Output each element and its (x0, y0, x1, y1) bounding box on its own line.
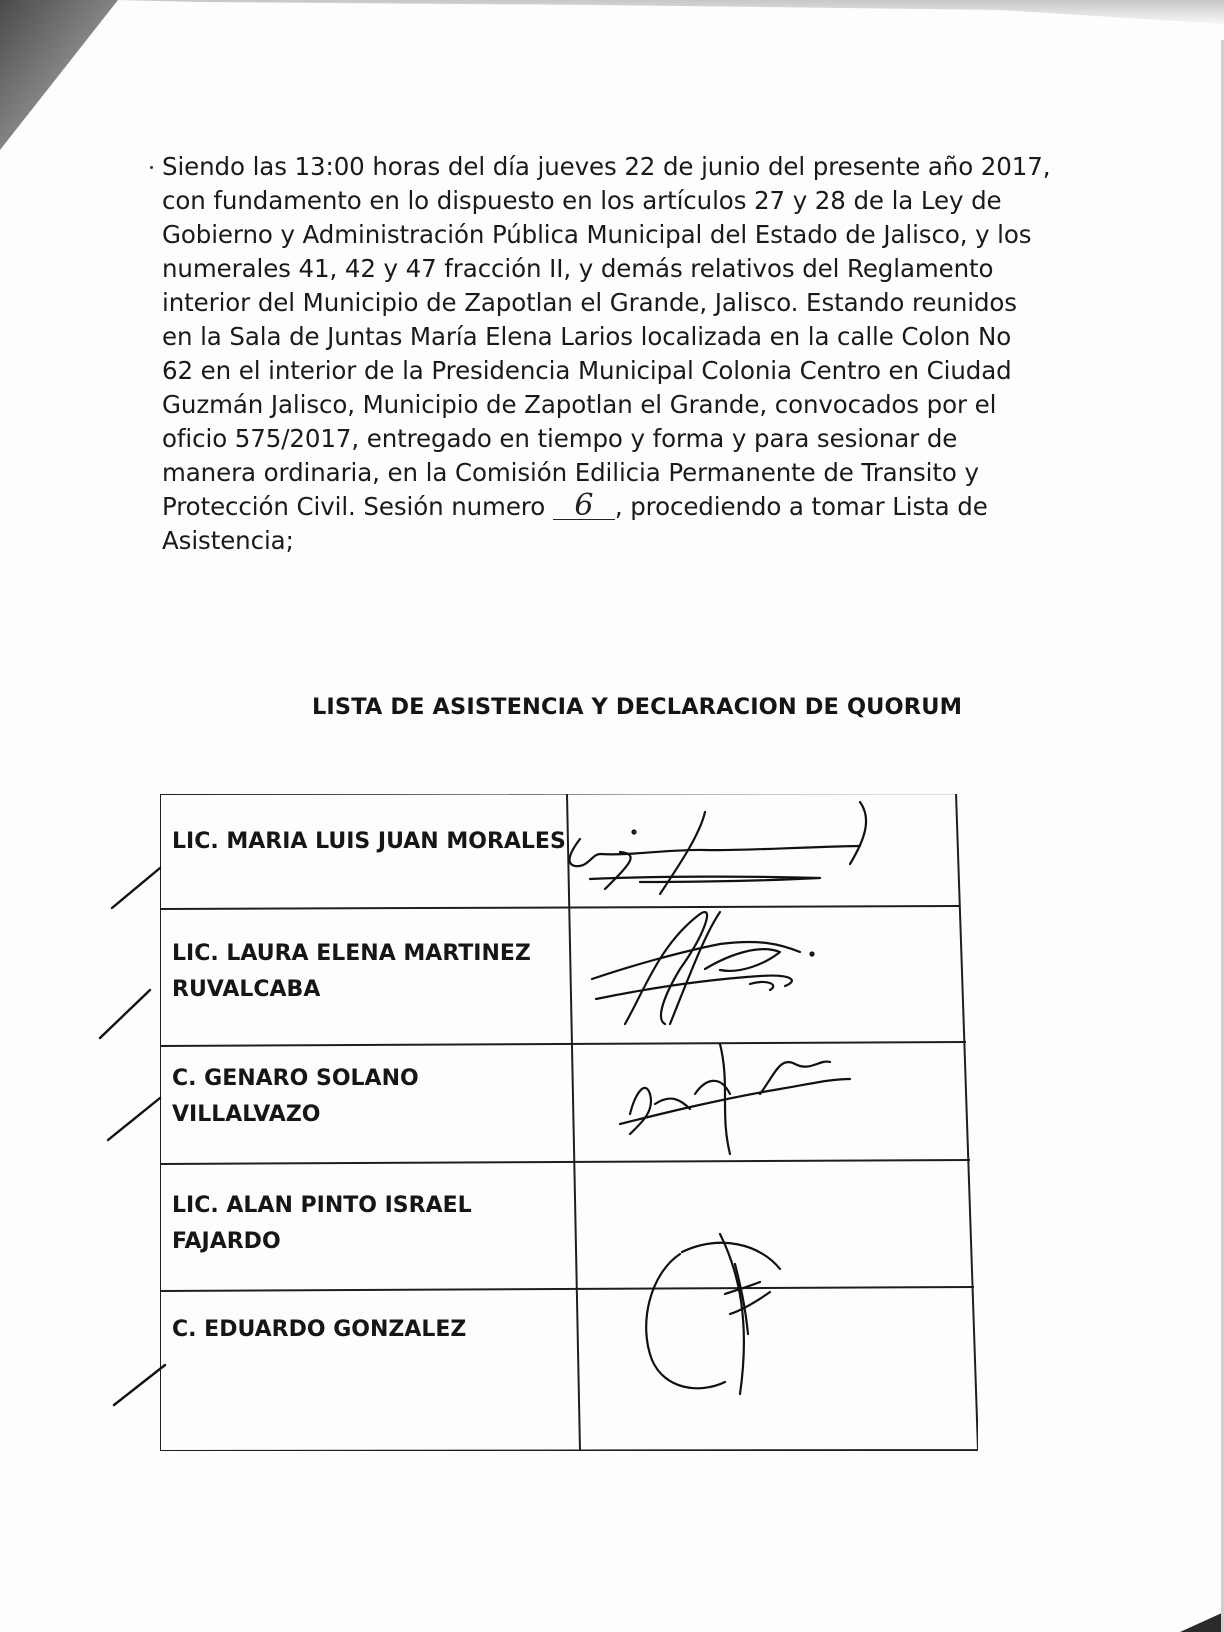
paragraph-line: Siendo las 13:00 horas del día jueves 22 de junio del presente año 2017, (162, 152, 1051, 181)
session-text-after: , procediendo a tomar Lista de (614, 492, 988, 521)
paragraph-line: interior del Municipio de Zapotlan el Grande, Jalisco. Estando reunidos (162, 288, 1017, 317)
paragraph-line: con fundamento en lo dispuesto en los artículos 27 y 28 de la Ley de (162, 186, 1002, 215)
member-name-line: VILLALVAZO (172, 1102, 321, 1127)
signature-3 (620, 1044, 850, 1154)
paragraph-line-session (162, 490, 1022, 524)
paragraph-line: numerales 41, 42 y 47 fracción II, y demás relativos del Reglamento (162, 254, 994, 283)
attendance-heading: LISTA DE ASISTENCIA Y DECLARACION DE QUORUM (312, 694, 963, 720)
member-name-line: RUVALCABA (172, 977, 321, 1002)
paragraph-line: oficio 575/2017, entregado en tiempo y forma y para sesionar de (162, 424, 958, 453)
check-mark (114, 1365, 165, 1405)
check-mark (100, 990, 150, 1038)
bullet-dot (150, 166, 153, 169)
signature-5 (646, 1234, 780, 1394)
paragraph-line: Asistencia; (162, 526, 294, 555)
attendance-table (160, 794, 978, 1451)
member-name-line: FAJARDO (172, 1229, 281, 1254)
paragraph-line: Gobierno y Administración Pública Municipal del Estado de Jalisco, y los (162, 220, 1032, 249)
session-number-handwritten: 6 (553, 493, 615, 520)
member-name-line: LIC. MARIA LUIS JUAN MORALES (172, 829, 566, 854)
paragraph-line: manera ordinaria, en la Comisión Edilicia Permanente de Transito y (162, 458, 979, 487)
member-name-line: LIC. ALAN PINTO ISRAEL (172, 1193, 472, 1218)
session-text-before: Protección Civil. Sesión numero (162, 492, 553, 521)
paragraph-line: en la Sala de Juntas María Elena Larios localizada en la calle Colon No (162, 322, 1012, 351)
member-name-line: C. EDUARDO GONZALEZ (172, 1317, 467, 1342)
signatures-layer (160, 794, 978, 1451)
paragraph-line: 62 en el interior de la Presidencia Municipal Colonia Centro en Ciudad (162, 356, 1012, 385)
check-mark (112, 868, 160, 908)
minutes-paragraph (162, 150, 1051, 558)
paragraph-line: Guzmán Jalisco, Municipio de Zapotlan el Grande, convocados por el (162, 390, 997, 419)
signature-2 (592, 912, 814, 1024)
member-name-line: LIC. LAURA ELENA MARTINEZ (172, 941, 531, 966)
signature-1 (570, 802, 867, 894)
check-mark (108, 1098, 160, 1140)
member-name-line: C. GENARO SOLANO (172, 1066, 419, 1091)
